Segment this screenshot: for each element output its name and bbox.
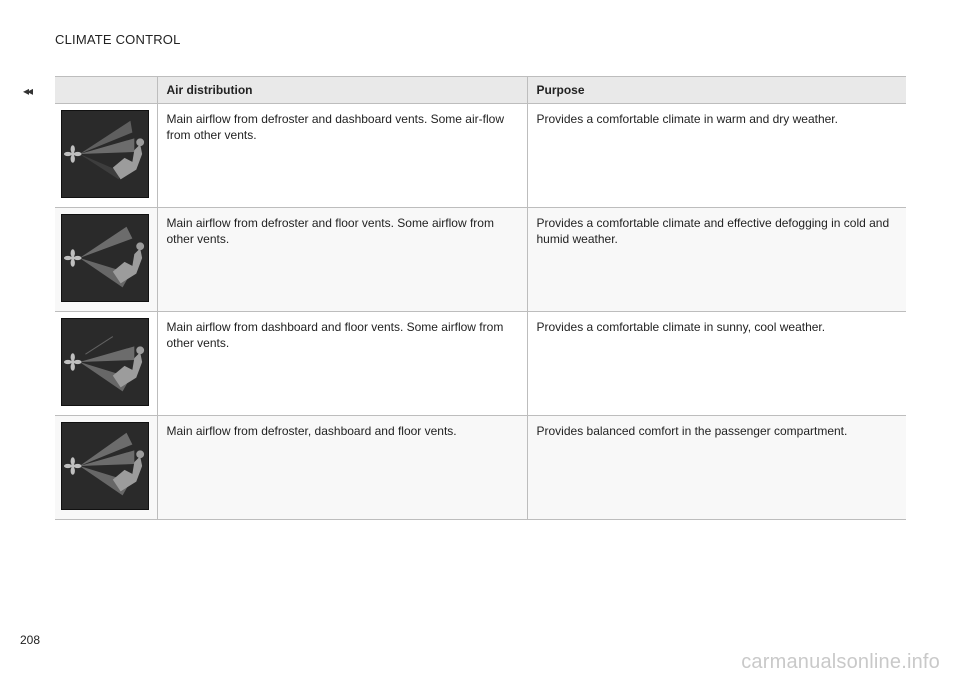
table-header-row <box>55 77 906 104</box>
airflow-defroster-dashboard-icon <box>61 110 149 198</box>
airflow-defroster-dashboard-floor-icon <box>61 422 149 510</box>
table-row <box>55 208 906 312</box>
header-purpose: Purpose <box>527 77 906 104</box>
purpose-cell: Provides balanced comfort in the passenger compartment. <box>527 416 906 520</box>
diagram-cell <box>55 104 157 208</box>
table-row <box>55 104 906 208</box>
air-distribution-cell: Main airflow from defroster, dashboard and floor vents. <box>157 416 527 520</box>
watermark: carmanualsonline.info <box>741 651 940 673</box>
back-icon[interactable]: ◂◂ <box>23 84 32 98</box>
page-header-title: CLIMATE CONTROL <box>55 32 181 47</box>
header-air-distribution: Air distribution <box>157 77 527 104</box>
diagram-cell <box>55 208 157 312</box>
diagram-cell <box>55 312 157 416</box>
air-distribution-table <box>55 76 906 520</box>
purpose-cell: Provides a comfortable climate and effective defogging in cold and humid weather. <box>527 208 906 312</box>
air-distribution-cell: Main airflow from defroster and floor vents. Some airflow from other vents. <box>157 208 527 312</box>
table-row <box>55 416 906 520</box>
diagram-cell <box>55 416 157 520</box>
purpose-cell: Provides a comfortable climate in warm and dry weather. <box>527 104 906 208</box>
air-distribution-cell: Main airflow from dashboard and floor vents. Some airflow from other vents. <box>157 312 527 416</box>
airflow-defroster-floor-icon <box>61 214 149 302</box>
page-number: 208 <box>20 633 41 647</box>
table-row <box>55 312 906 416</box>
header-image-column <box>55 77 157 104</box>
airflow-dashboard-floor-icon <box>61 318 149 406</box>
purpose-cell: Provides a comfortable climate in sunny, cool weather. <box>527 312 906 416</box>
air-distribution-cell: Main airflow from defroster and dashboard vents. Some air-flow from other vents. <box>157 104 527 208</box>
